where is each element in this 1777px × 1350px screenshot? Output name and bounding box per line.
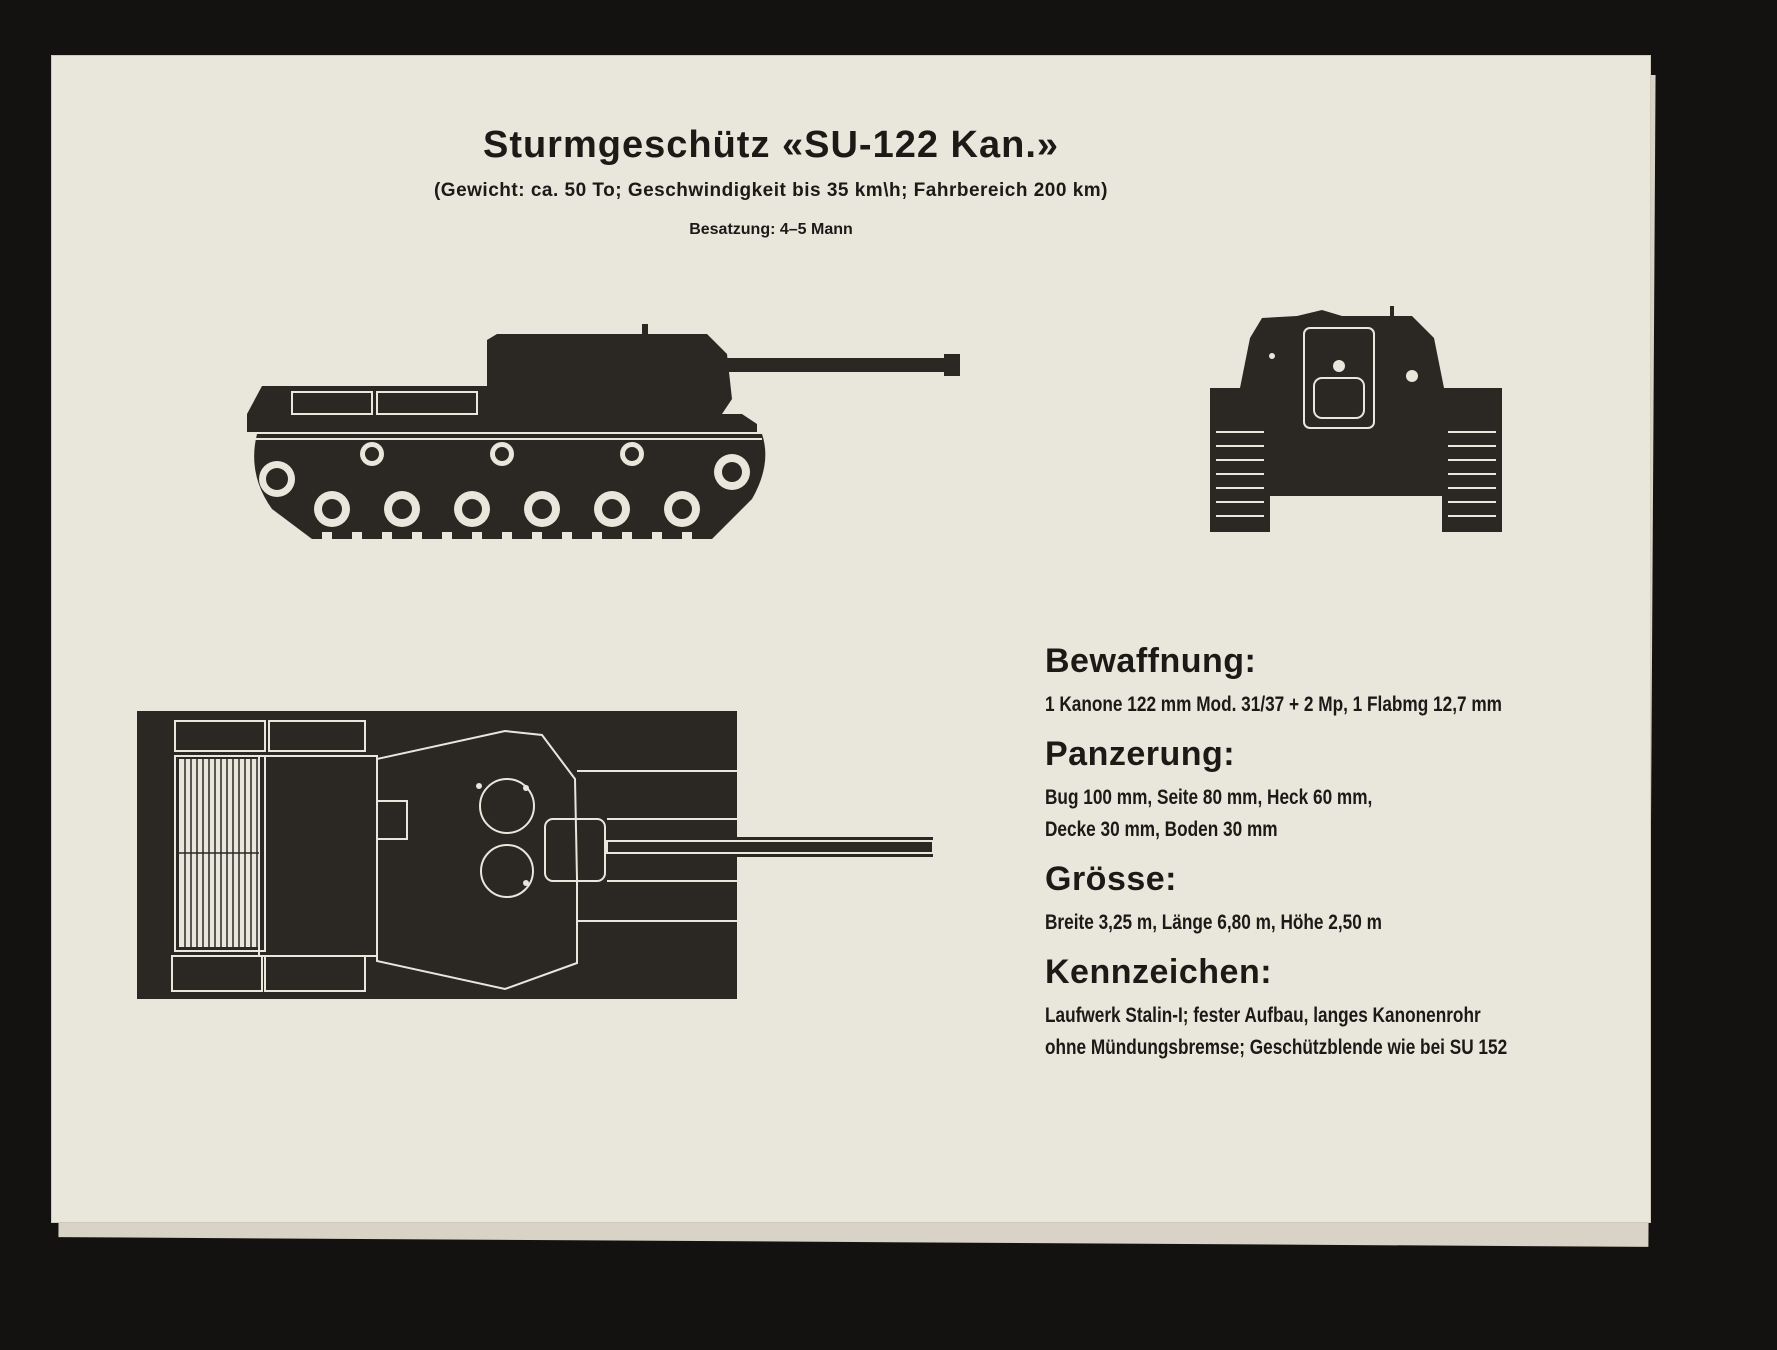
spec-heading: Panzerung: <box>1045 735 1236 773</box>
tank-side-view-icon <box>152 274 1032 604</box>
spec-armament <box>1045 642 1625 721</box>
specifications-panel <box>1045 642 1625 1078</box>
page-subtitle: (Gewicht: ca. 50 To; Geschwindigkeit bis 35 km\h; Fahrbereich 200 km) <box>433 180 1108 201</box>
spec-heading: Bewaffnung: <box>1045 642 1257 680</box>
spec-identification <box>1045 953 1625 1064</box>
tank-front-view-icon <box>1202 306 1512 546</box>
spec-body: 1 Kanone 122 mm Mod. 31/37 + 2 Mp, 1 Flabmg 12,7 mm <box>1045 693 1502 716</box>
spec-body: Breite 3,25 m, Länge 6,80 m, Höhe 2,50 m <box>1045 911 1382 934</box>
spec-body: Laufwerk Stalin-I; fester Aufbau, langes Kanonenrohr ohne Mündungsbremse; Geschützblende wie bei SU 152 <box>1045 1004 1508 1059</box>
spec-heading: Kennzeichen: <box>1045 953 1273 991</box>
recognition-card-page <box>52 56 1650 1222</box>
crew-line: Besatzung: 4–5 Mann <box>689 221 853 238</box>
spec-size <box>1045 860 1625 939</box>
tank-top-view-icon <box>137 711 967 1001</box>
spec-body: Bug 100 mm, Seite 80 mm, Heck 60 mm, Decke 30 mm, Boden 30 mm <box>1045 786 1373 841</box>
spec-heading: Grösse: <box>1045 860 1177 898</box>
page-title: Sturmgeschütz «SU-122 Kan.» <box>482 124 1060 166</box>
spec-armor <box>1045 735 1625 846</box>
